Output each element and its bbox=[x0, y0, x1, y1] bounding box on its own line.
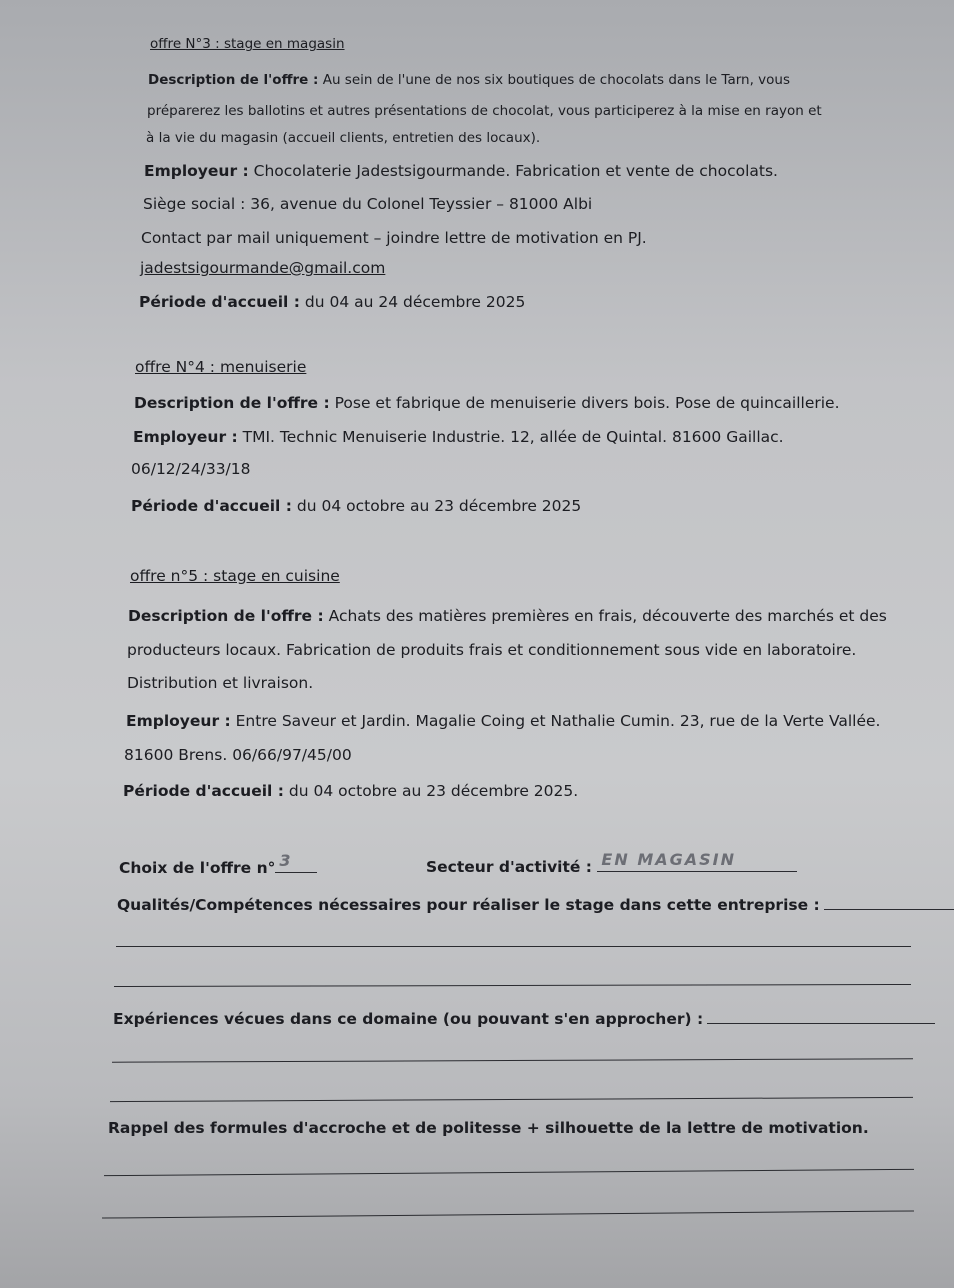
reminder-prompt: Rappel des formules d'accroche et de politesse + silhouette de la lettre de motivation. bbox=[108, 1119, 869, 1137]
offer-3-description-line-3: à la vie du magasin (accueil clients, entretien des locaux). bbox=[146, 130, 541, 146]
offer-5-description-line-2: producteurs locaux. Fabrication de produits frais et conditionnement sous vide en laboratoire. bbox=[127, 641, 857, 659]
offer-4-description-label: Description de l'offre : bbox=[134, 394, 330, 412]
offer-5-employer-label: Employeur : bbox=[126, 712, 231, 730]
experiences-answer-line-2[interactable] bbox=[110, 1097, 913, 1102]
offer-5-title: offre n°5 : stage en cuisine bbox=[130, 567, 340, 585]
offer-5-address-phone: 81600 Brens. 06/66/97/45/00 bbox=[124, 746, 352, 764]
offer-5-employer bbox=[126, 711, 880, 731]
offer-4-employer bbox=[133, 427, 784, 447]
offer-3-title: offre N°3 : stage en magasin bbox=[150, 36, 345, 52]
sector-blank[interactable] bbox=[597, 850, 797, 872]
sector-handwritten-answer: EN MAGASIN bbox=[601, 850, 736, 869]
experiences-label: Expériences vécues dans ce domaine (ou pouvant s'en approcher) : bbox=[113, 1010, 704, 1028]
experiences-blank[interactable] bbox=[707, 1007, 935, 1024]
offer-3-period-label: Période d'accueil : bbox=[139, 293, 300, 311]
qualities-answer-line-1[interactable] bbox=[116, 946, 911, 947]
offer-4-title: offre N°4 : menuiserie bbox=[135, 358, 307, 376]
offer-3-description-line-1: Au sein de l'une de nos six boutiques de chocolats dans le Tarn, vous bbox=[322, 72, 791, 88]
offer-3-employer-label: Employeur : bbox=[144, 162, 249, 180]
offer-5-period-value: du 04 octobre au 23 décembre 2025. bbox=[288, 782, 579, 800]
sector-field bbox=[426, 850, 797, 877]
offer-4-employer-value: TMI. Technic Menuiserie Industrie. 12, allée de Quintal. 81600 Gaillac. bbox=[242, 428, 784, 446]
qualities-field bbox=[117, 893, 954, 915]
offer-4-description-value: Pose et fabrique de menuiserie divers bois. Pose de quincaillerie. bbox=[334, 394, 840, 412]
offer-4-phone: 06/12/24/33/18 bbox=[131, 460, 251, 478]
offer-3-period-value: du 04 au 24 décembre 2025 bbox=[304, 293, 526, 311]
choice-label: Choix de l'offre n° bbox=[119, 859, 276, 877]
offer-3-employer-value: Chocolaterie Jadestsigourmande. Fabrication et vente de chocolats. bbox=[253, 162, 778, 180]
offer-5-description-label: Description de l'offre : bbox=[128, 607, 324, 625]
offer-3-employer bbox=[144, 161, 778, 181]
reminder-answer-line-1[interactable] bbox=[104, 1169, 914, 1176]
offer-4-description bbox=[134, 393, 840, 413]
qualities-answer-line-2[interactable] bbox=[114, 984, 911, 987]
offer-4-employer-label: Employeur : bbox=[133, 428, 238, 446]
offer-4-period-label: Période d'accueil : bbox=[131, 497, 292, 515]
offer-5-period-label: Période d'accueil : bbox=[123, 782, 284, 800]
sector-label: Secteur d'activité : bbox=[426, 858, 593, 876]
choice-field bbox=[119, 851, 317, 878]
offer-4-period-value: du 04 octobre au 23 décembre 2025 bbox=[296, 497, 582, 515]
offer-3-head-office: Siège social : 36, avenue du Colonel Teyssier – 81000 Albi bbox=[143, 195, 593, 213]
qualities-blank[interactable] bbox=[824, 893, 954, 910]
choice-blank[interactable] bbox=[275, 851, 317, 873]
offer-5-description-line-1: Achats des matières premières en frais, découverte des marchés et des bbox=[328, 607, 887, 625]
offer-5-description-line-3: Distribution et livraison. bbox=[127, 674, 314, 692]
reminder-answer-line-2[interactable] bbox=[102, 1210, 914, 1218]
offer-3-description-label: Description de l'offre : bbox=[148, 72, 319, 88]
offer-3-contact: Contact par mail uniquement – joindre lettre de motivation en PJ. bbox=[141, 229, 647, 247]
offer-3-description-line-2: préparerez les ballotins et autres présentations de chocolat, vous participerez à la mise en rayon et bbox=[147, 103, 822, 119]
offer-5-employer-value: Entre Saveur et Jardin. Magalie Coing et Nathalie Cumin. 23, rue de la Verte Vallée. bbox=[235, 712, 881, 730]
offer-3-email-link[interactable]: jadestsigourmande@gmail.com bbox=[140, 259, 386, 277]
offer-4-period bbox=[131, 496, 581, 516]
qualities-label: Qualités/Compétences nécessaires pour réaliser le stage dans cette entreprise : bbox=[117, 896, 820, 914]
offer-5-description bbox=[128, 606, 887, 626]
experiences-field bbox=[113, 1007, 935, 1029]
experiences-answer-line-1[interactable] bbox=[112, 1058, 913, 1062]
choice-handwritten-answer: 3 bbox=[279, 851, 293, 870]
offer-3-description bbox=[148, 70, 790, 90]
offer-5-period bbox=[123, 781, 578, 801]
offer-3-period bbox=[139, 292, 525, 312]
